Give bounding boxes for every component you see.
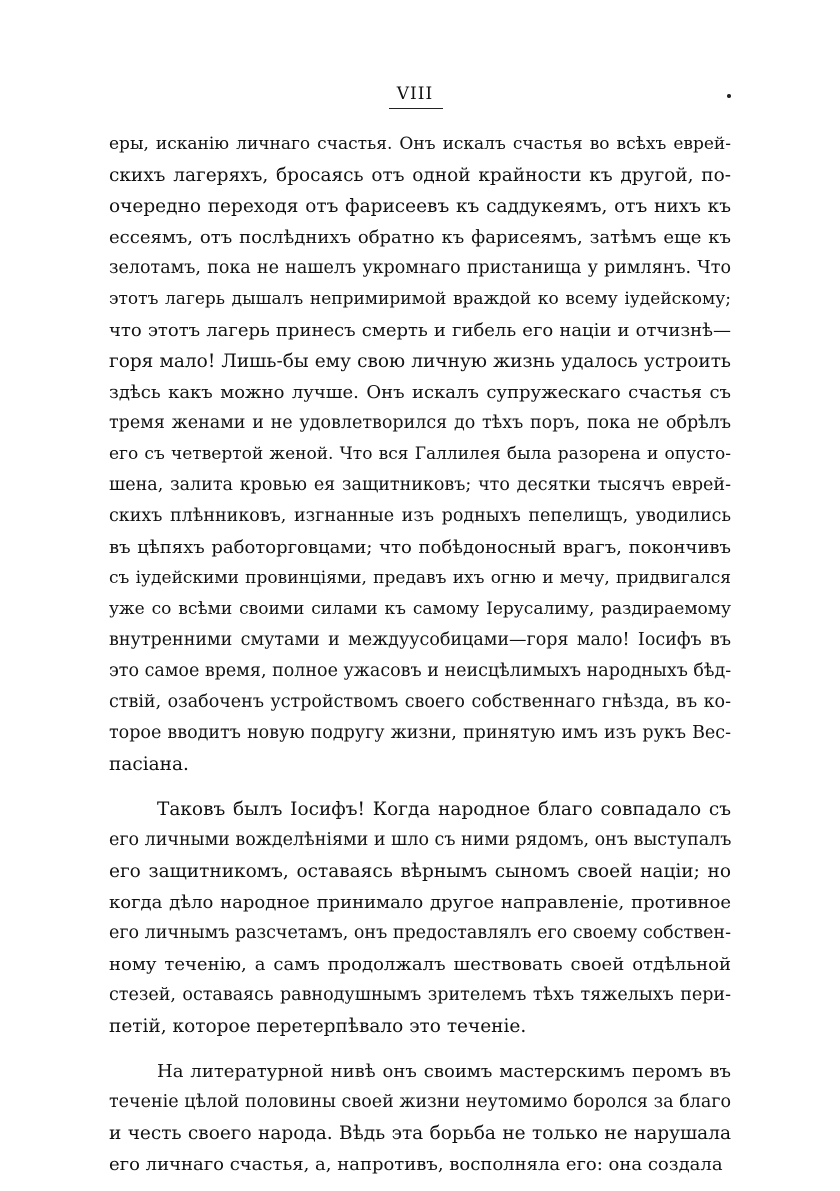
text-line: его защитникомъ, оставаясь вѣрнымъ сыномъ своей націи; но [109, 861, 731, 882]
text-line: его съ четвертой женой. Что вся Галлилея была разорена и опусто- [109, 444, 731, 464]
text-line: его личнаго счастья, а, напротивъ, восполняла его: она создала [109, 1154, 723, 1175]
text-line: и честь своего народа. Вѣдь эта борьба не только не нарушала [109, 1123, 731, 1144]
text-line: что этотъ лагерь принесъ смерть и гибель его націи и отчизнѣ— [109, 320, 731, 341]
body-text [109, 129, 731, 1180]
text-line: стезей, оставаясь равнодушнымъ зрителемъ тѣхъ тяжелыхъ пери- [109, 985, 731, 1005]
text-line: ессеямъ, отъ послѣднихъ обратно къ фарисеямъ, затѣмъ еще къ [109, 227, 731, 248]
paragraph [109, 129, 731, 780]
text-line: уже со всѣми своими силами къ самому Іерусалиму, раздираемому [109, 599, 731, 619]
text-line: ствій, озабоченъ устройствомъ своего собственнаго гнѣзда, въ ко- [109, 692, 731, 712]
text-line: зелотамъ, пока не нашелъ укромнаго пристанища у римлянъ. Что [109, 258, 731, 278]
text-line: пасіана. [109, 754, 189, 775]
text-line: это самое время, полное ужасовъ и неисцѣлимыхъ народныхъ бѣд- [109, 661, 731, 681]
page-number: VIII [396, 84, 434, 104]
text-line: его личнымъ разсчетамъ, онъ предоставлялъ его своему собствен- [109, 923, 731, 943]
text-line: очередно переходя отъ фарисеевъ къ саддукеямъ, отъ нихъ къ [109, 196, 731, 217]
text-line: съ іудейскими провинціями, предавъ ихъ огню и мечу, придвигался [109, 568, 731, 588]
paragraph [109, 794, 731, 1042]
text-line: На литературной нивѣ онъ своимъ мастерскимъ перомъ въ [157, 1061, 731, 1082]
paragraph [109, 1056, 731, 1180]
text-line: когда дѣло народное принимало другое направленіе, противное [109, 892, 731, 913]
ink-dot [727, 94, 731, 98]
text-line: внутренними смутами и междуусобицами—горя мало! Іосифъ въ [109, 630, 731, 650]
text-line: его личными вожделѣніями и шло съ ними рядомъ, онъ выступалъ [109, 830, 731, 850]
page-header [0, 84, 840, 114]
header-rule [389, 108, 443, 109]
text-line: горя мало! Лишь-бы ему свою личную жизнь удалось устроить [109, 351, 731, 372]
text-line: скихъ лагеряхъ, бросаясь отъ одной крайности къ другой, по- [109, 165, 731, 186]
text-line: въ цѣпяхъ работорговцами; что побѣдоносный врагъ, покончивъ [109, 537, 731, 558]
text-line: шена, залита кровью ея защитниковъ; что десятки тысячъ еврей- [109, 475, 731, 495]
text-line: петій, которое перетерпѣвало это теченіе. [109, 1016, 527, 1037]
text-line: здѣсь какъ можно лучше. Онъ искалъ супружескаго счастья съ [109, 382, 731, 403]
text-line: Таковъ былъ Іосифъ! Когда народное благо совпадало съ [157, 799, 731, 820]
text-line: скихъ плѣнниковъ, изгнанные изъ родныхъ пепелищъ, уводились [109, 506, 731, 526]
text-line: теченіе цѣлой половины своей жизни неутомимо боролся за благо [109, 1092, 731, 1112]
text-line: торое вводитъ новую подругу жизни, принятую имъ изъ рукъ Вес- [109, 723, 731, 743]
text-line: тремя женами и не удовлетворился до тѣхъ поръ, пока не обрѣлъ [109, 413, 731, 433]
text-line: ному теченію, а самъ продолжалъ шествовать своей отдѣльной [109, 954, 731, 975]
text-line: этотъ лагерь дышалъ непримиримой враждой ко всему іудейскому; [109, 289, 731, 309]
text-line: еры, исканію личнаго счастья. Онъ искалъ счастья во всѣхъ еврей- [109, 134, 731, 154]
